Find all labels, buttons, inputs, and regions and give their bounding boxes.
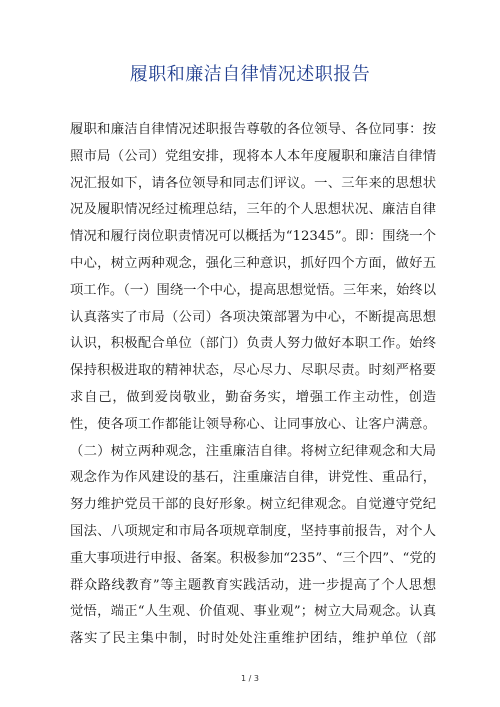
body-line: 群众路线教育”等主题教育实践活动，进一步提高了个人思想 bbox=[70, 577, 436, 593]
body-line: 觉悟，端正“人生观、价值观、事业观”；树立大局观念。认真 bbox=[70, 604, 436, 620]
body-line: 中心，树立两种观念，强化三种意识，抓好四个方面，做好五 bbox=[70, 255, 436, 271]
document-title: 履职和廉洁自律情况述职报告 bbox=[129, 64, 371, 85]
page-indicator: 1 / 3 bbox=[241, 674, 259, 683]
body-line: 项工作。（一）围绕一个中心，提高思想觉悟。三年来，始终以 bbox=[70, 282, 436, 298]
body-line: 认真落实了市局（公司）各项决策部署为中心，不断提高思想 bbox=[70, 309, 436, 325]
body-line: 国法、八项规定和市局各项规章制度，坚持事前报告，对个人 bbox=[70, 523, 436, 539]
body-line: 性，使各项工作都能让领导称心、让同事放心、让客户满意。 bbox=[70, 416, 436, 432]
body-line: 求自己，做到爱岗敬业，勤奋务实，增强工作主动性，创造 bbox=[70, 389, 436, 405]
document-body bbox=[70, 117, 436, 653]
body-line: 保持积极进取的精神状态，尽心尽力、尽职尽责。时刻严格要 bbox=[70, 363, 436, 379]
body-line: 观念作为作风建设的基石，注重廉洁自律，讲党性、重品行， bbox=[70, 470, 436, 486]
body-line: 认识，积极配合单位（部门）负责人努力做好本职工作。始终 bbox=[70, 336, 436, 352]
body-line: 况汇报如下，请各位领导和同志们评议。一、三年来的思想状 bbox=[70, 175, 436, 191]
body-line: 情况和履行岗位职责情况可以概括为“12345”。即：围绕一个 bbox=[70, 229, 436, 245]
body-line: （二）树立两种观念，注重廉洁自律。将树立纪律观念和大局 bbox=[70, 443, 436, 459]
body-line: 努力维护党员干部的良好形象。树立纪律观念。自觉遵守党纪 bbox=[70, 497, 436, 513]
body-line: 落实了民主集中制，时时处处注重维护团结，维护单位（部 bbox=[70, 631, 436, 647]
body-line: 履职和廉洁自律情况述职报告尊敬的各位领导、各位同事：按 bbox=[70, 122, 436, 137]
body-line: 况及履职情况经过梳理总结，三年的个人思想状况、廉洁自律 bbox=[70, 202, 436, 218]
body-line: 照市局（公司）党组安排，现将本人本年度履职和廉洁自律情 bbox=[70, 148, 436, 164]
body-line: 重大事项进行申报、备案。积极参加“235”、“三个四”、“党的 bbox=[70, 550, 436, 566]
